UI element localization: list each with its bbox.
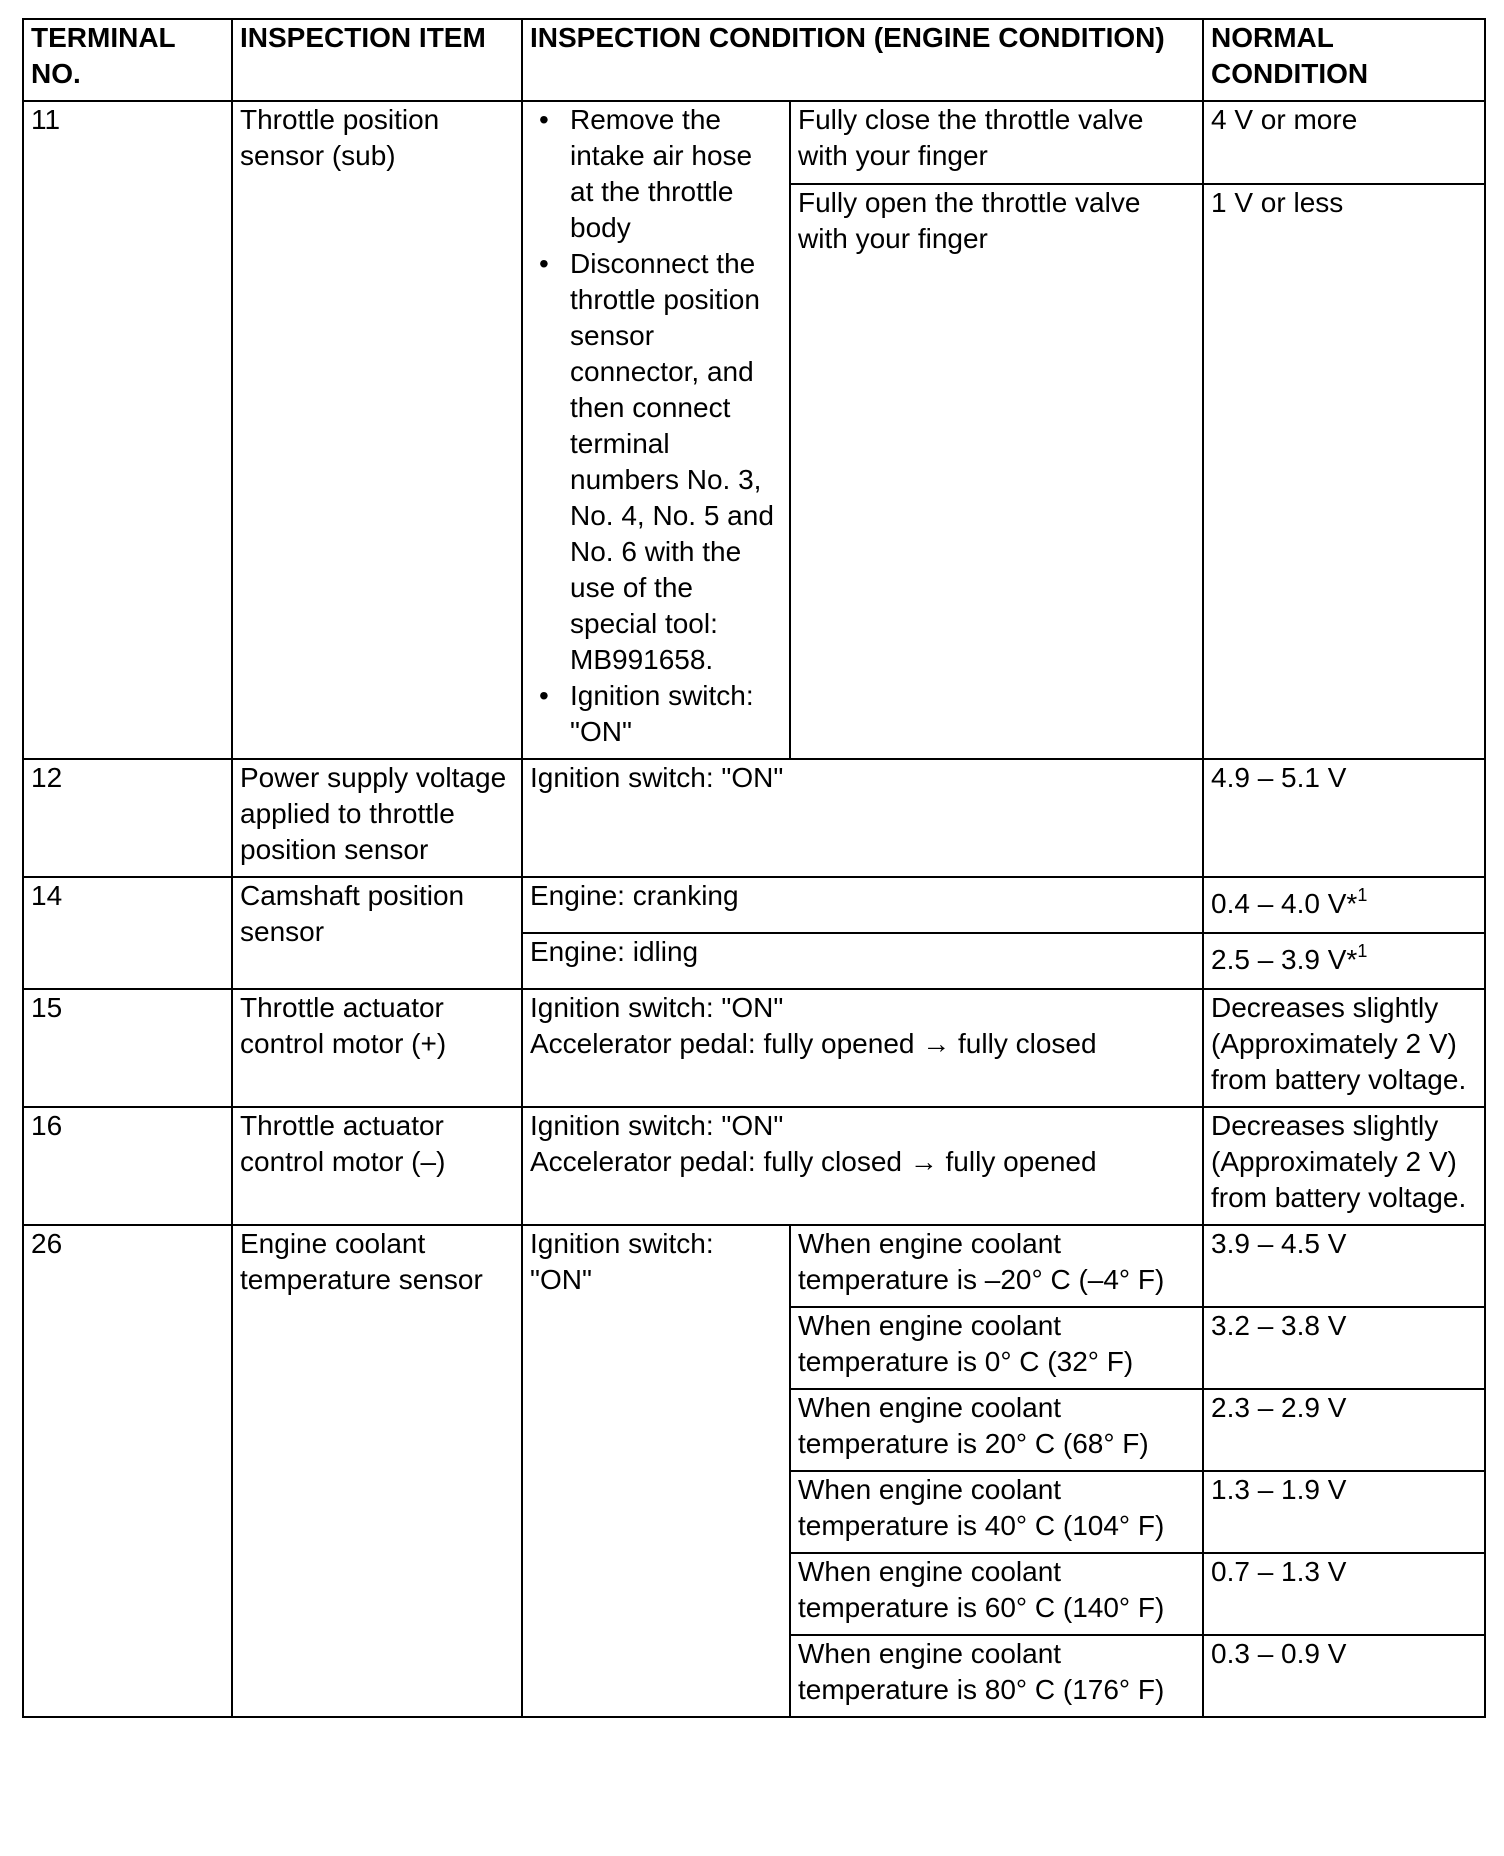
- normal-condition-cell: 0.3 – 0.9 V: [1203, 1635, 1485, 1717]
- sub-condition-cell: When engine coolant temperature is 0° C (32° F): [790, 1307, 1203, 1389]
- inspection-condition-cell: [522, 101, 790, 759]
- table-row-11: [23, 101, 1485, 184]
- inspection-item-cell: Throttle position sensor (sub): [232, 101, 522, 759]
- condition-line: Ignition switch: "ON": [530, 992, 784, 1023]
- normal-condition-cell: 2.3 – 2.9 V: [1203, 1389, 1485, 1471]
- normal-condition-cell: Decreases slightly (Approximately 2 V) from battery voltage.: [1203, 1107, 1485, 1225]
- terminal-no-cell: 15: [23, 989, 232, 1107]
- sub-condition-cell: Fully open the throttle valve with your finger: [790, 184, 1203, 759]
- normal-condition-cell: 0.7 – 1.3 V: [1203, 1553, 1485, 1635]
- footnote-marker: 1: [1357, 884, 1368, 905]
- normal-condition-cell: 4 V or more: [1203, 101, 1485, 184]
- normal-condition-cell: 3.2 – 3.8 V: [1203, 1307, 1485, 1389]
- sub-condition-cell: When engine coolant temperature is 60° C (140° F): [790, 1553, 1203, 1635]
- terminal-no-cell: 12: [23, 759, 232, 877]
- terminal-no-cell: 26: [23, 1225, 232, 1717]
- inspection-condition-cell: Engine: idling: [522, 933, 1203, 989]
- condition-line: Ignition switch: "ON": [530, 1110, 784, 1141]
- inspection-item-cell: Engine coolant temperature sensor: [232, 1225, 522, 1717]
- header-row: [23, 19, 1485, 101]
- normal-value: 2.5 – 3.9 V*: [1211, 944, 1358, 975]
- sub-condition-cell: When engine coolant temperature is 40° C (104° F): [790, 1471, 1203, 1553]
- normal-condition-cell: 1 V or less: [1203, 184, 1485, 759]
- terminal-no-cell: 11: [23, 101, 232, 759]
- condition-bullet: • Disconnect the throttle position sensor connector, and then connect terminal numbers No. 3, No. 4, No. 5 and No. 6 with the use of the special tool: MB991658.: [530, 246, 782, 678]
- normal-condition-cell: [1203, 933, 1485, 989]
- condition-line: Accelerator pedal: fully closed → fully opened: [530, 1146, 1097, 1177]
- normal-condition-cell: 1.3 – 1.9 V: [1203, 1471, 1485, 1553]
- inspection-condition-cell: Ignition switch: "ON": [522, 1225, 790, 1717]
- table-row-15: [23, 989, 1485, 1107]
- terminal-no-cell: 16: [23, 1107, 232, 1225]
- condition-bullet: • Ignition switch: "ON": [530, 678, 782, 750]
- header-normal-condition: NORMAL CONDITION: [1203, 19, 1485, 101]
- table-row-26: [23, 1225, 1485, 1307]
- normal-condition-cell: 3.9 – 4.5 V: [1203, 1225, 1485, 1307]
- sub-condition-cell: Fully close the throttle valve with your finger: [790, 101, 1203, 184]
- terminal-no-cell: 14: [23, 877, 232, 989]
- condition-bullet-list: [530, 102, 782, 750]
- sub-condition-cell: When engine coolant temperature is –20° C (–4° F): [790, 1225, 1203, 1307]
- normal-condition-cell: [1203, 877, 1485, 933]
- condition-line: Accelerator pedal: fully opened → fully closed: [530, 1028, 1097, 1059]
- header-inspection-item: INSPECTION ITEM: [232, 19, 522, 101]
- sub-condition-cell: When engine coolant temperature is 20° C (68° F): [790, 1389, 1203, 1471]
- inspection-condition-cell: [522, 1107, 1203, 1225]
- header-inspection-condition: INSPECTION CONDITION (ENGINE CONDITION): [522, 19, 1203, 101]
- table-row-12: [23, 759, 1485, 877]
- inspection-table: [22, 18, 1486, 1718]
- normal-condition-cell: Decreases slightly (Approximately 2 V) from battery voltage.: [1203, 989, 1485, 1107]
- inspection-condition-cell: Ignition switch: "ON": [522, 759, 1203, 877]
- inspection-condition-cell: [522, 989, 1203, 1107]
- inspection-item-cell: Throttle actuator control motor (–): [232, 1107, 522, 1225]
- inspection-item-cell: Power supply voltage applied to throttle position sensor: [232, 759, 522, 877]
- table-row-16: [23, 1107, 1485, 1225]
- inspection-condition-cell: Engine: cranking: [522, 877, 1203, 933]
- normal-condition-cell: 4.9 – 5.1 V: [1203, 759, 1485, 877]
- sub-condition-cell: When engine coolant temperature is 80° C (176° F): [790, 1635, 1203, 1717]
- header-terminal-no: TERMINAL NO.: [23, 19, 232, 101]
- normal-value: 0.4 – 4.0 V*: [1211, 888, 1358, 919]
- inspection-item-cell: Camshaft position sensor: [232, 877, 522, 989]
- condition-bullet: • Remove the intake air hose at the throttle body: [530, 102, 782, 246]
- table-row-14: [23, 877, 1485, 933]
- footnote-marker: 1: [1357, 940, 1368, 961]
- inspection-item-cell: Throttle actuator control motor (+): [232, 989, 522, 1107]
